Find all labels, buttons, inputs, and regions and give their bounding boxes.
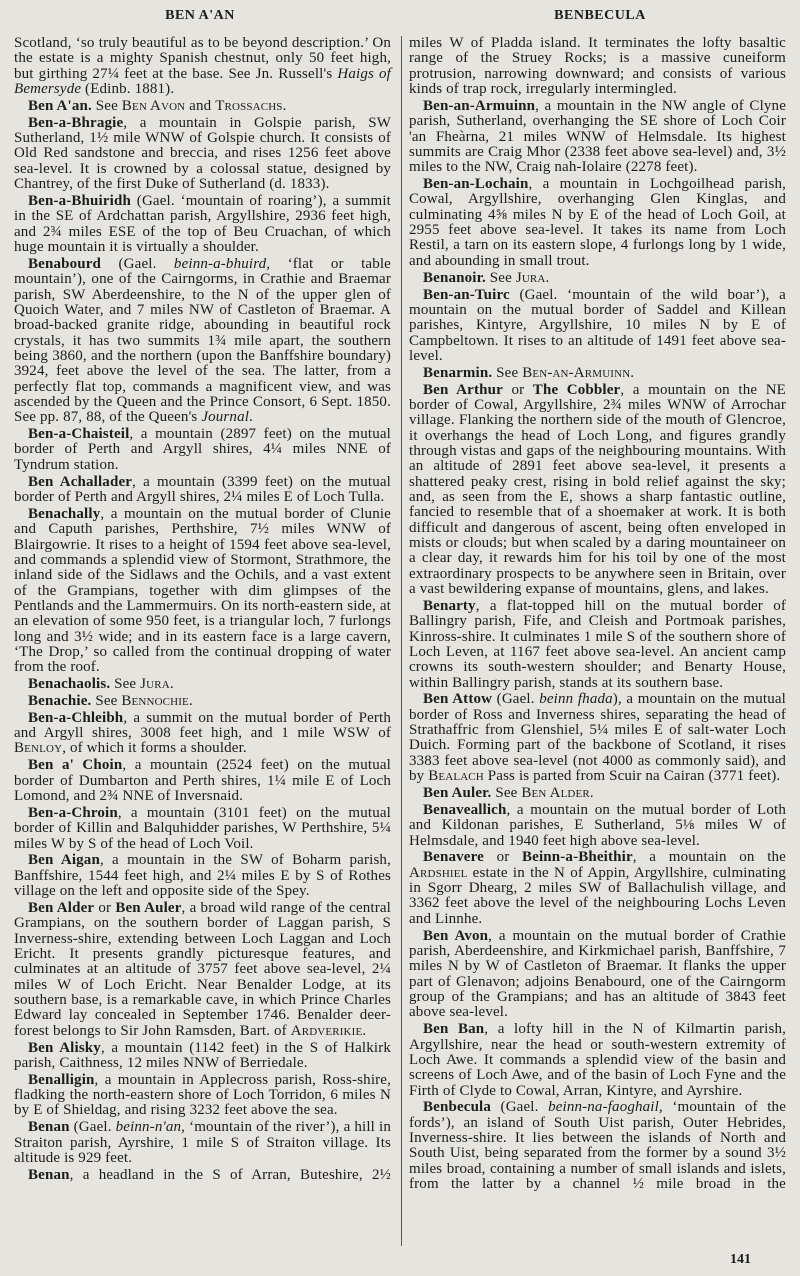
entry-text: . (362, 1022, 367, 1039)
entry-text: , a mountain (2524 feet) on the mutual border of Dumbarton and Perth shires, 1¼ mile E of Loch Lomond, and 2¾ NNE of Inversnaid. (14, 757, 391, 804)
entry-text: , a mountain in Applecross parish, Ross-shire, fladking the north-eastern shore of Loch Torridon, 6 miles N by E of Shieldag, and rising 3232 feet above the sea. (14, 1071, 391, 1119)
entry-text: , a mountain (3101 feet) on the mutual border of Killin and Balquhidder parishes, W Perthshire, 5¼ miles W by S of the head of Loch Voil. (14, 804, 391, 852)
entry-headword: Benachally (28, 505, 101, 522)
entry-headword: Ben Achallader (28, 473, 133, 490)
entry-headword: Benalligin (28, 1071, 95, 1088)
entry-headword: Ben-a-Chaisteil (28, 426, 130, 443)
entry-text: . (282, 97, 287, 114)
entry-text: See (91, 97, 122, 114)
gazetteer-entry (409, 288, 786, 365)
entry-headword: Ben-a-Chleibh (28, 709, 124, 726)
entry-text: . (545, 269, 550, 286)
entry-headword: Ben a' Choin (28, 757, 123, 774)
entry-headword: Ben Attow (423, 691, 493, 708)
entry-text: , a headland in the S of Arran, Buteshire, 2½ (69, 1166, 391, 1183)
gazetteer-entry (14, 677, 391, 692)
gazetteer-entry (14, 853, 391, 899)
entry-headword: Ben-a-Chroin (28, 804, 118, 821)
gazetteer-entry (14, 99, 391, 114)
entry-text: , a mountain (2897 feet) on the mutual border of Perth and Argyll shires, 4¼ miles NNE of Tyndrum station. (14, 426, 391, 473)
entry-headword: Ben-an-Armuinn (423, 97, 536, 114)
entry-text: (Gael. (491, 1099, 549, 1116)
entry-headword: Benarmin. (423, 364, 493, 381)
entry-text: . (589, 785, 594, 801)
gazetteer-entry (14, 901, 391, 1039)
gazetteer-entry (14, 194, 391, 255)
cross-reference: Ben Alder (521, 785, 590, 801)
entry-text: , a mountain on the mutual border of Loth and Kildonan parishes, E Sutherland, 5⅛ miles W of Helmsdale, and 1940 feet high above sea-level. (409, 801, 786, 849)
entry-text: miles W of Pladda island. It terminates the lofty basaltic range of the Struey Rocks; is a massive cuneiform protrusion, narrowing downward; and consists of various kinds of trap rock, irregularly intermingled. (409, 35, 786, 98)
entry-continuation (409, 36, 786, 97)
gazetteer-entry (409, 366, 786, 381)
entry-text: estate in the N of Appin, Argyllshire, culminating in Sgorr Dhearg, 2 miles SW of Ballachulish village, and 3362 feet above the level of the neighbouring Lochs Leven and Linnhe. (409, 864, 786, 927)
entry-text: or (483, 849, 523, 866)
italic-text: beinn-n'an, (115, 1119, 186, 1136)
left-column (14, 36, 391, 1185)
cross-reference: Bennochie (121, 692, 189, 709)
entry-text: , a mountain in the SW of Boharm parish, Banffshire, 1544 feet high, and 2¼ miles E by S of Rothes village on the left and opposite side of the Spey. (14, 852, 391, 900)
gazetteer-entry (409, 850, 786, 927)
gazetteer-entry (14, 806, 391, 852)
gazetteer-entry (14, 1041, 391, 1072)
gazetteer-entry (409, 803, 786, 849)
entry-text: See (491, 785, 522, 801)
entry-text: , a mountain in the NW angle of Clyne parish, Sutherland, overhanging the SE shore of Loch Coir 'an Fheàrna, 21 miles WNW of Helmsdale. Its highest summits are Craig Mhor (2338 feet above sea-level) and, 3½ miles to the NW, Craig nah-Iolaire (2278 feet). (409, 97, 786, 176)
entry-headword: Benabourd (28, 255, 102, 272)
column-divider (401, 36, 402, 1246)
entry-headword: The Cobbler (532, 381, 621, 398)
entry-text: , a broad wild range of the central Grampians, on the southern border of Laggan parish, S Inverness-shire, extending between Loch Laggan and Loch Ericht. It presents grandly picturesque features, and culminates at an altitude of 3757 feet above sea-level, 2¼ miles W of Loch Ericht. Near Benalder Lodge, at its southern base, is a remarkable cave, in which Prince Charles Edward lay concealed in September 1746. Benalder deer-forest belongs to Sir John Ramsden, Bart. of (14, 899, 392, 1039)
entry-headword: Ben Arthur (423, 381, 503, 398)
entry-text: ‘flat or table mountain’), one of the Cairngorms, in Crathie and Braemar parish, SW Aberdeenshire, to the N of the upper glen of Quoich Water, and 7 miles NW of Castleton of Braemar. A broad-backed granite ridge, abounding in beautiful rock crystals, it has two summits 1¾ mile apart, the southern being 3860, and the northern (upon the Banffshire boundary) 3924, feet above the level of the sea. The latter, from a perfectly flat top, commands a magnificent view, and was ascended by the Queen and the Prince Consort, 6 Sept. 1850. See pp. 87, 88, of the Queen's (14, 255, 391, 426)
right-column (409, 36, 786, 1194)
entry-text: , a mountain on the mutual border of Crathie parish, Aberdeenshire, and Kirkmichael parish, Banffshire, 7 miles N by W of Castleton of Braemar. It flanks the upper part of Glenavon; adjoins Benabourd, one of the Cairngorm group of the Grampians; and has an altitude of 3843 feet above sea-level. (409, 927, 786, 1021)
gazetteer-entry (409, 1022, 786, 1099)
entry-text: ), a mountain on the mutual border of Ross and Inverness shires, separating the head of Strathaffric from Glenshiel, 5¼ miles E of salt-water Loch Duich. Forming part of the backbone of Scotland, it rises 3383 feet above sea-level (not 4000 as commonly said), and by (409, 691, 786, 785)
cross-reference: Trossachs (215, 97, 283, 114)
entry-text: , a mountain in Lochgoilhead parish, Cowal, Argyllshire, overhanging Glen Kinglas, and culminating 4⅝ miles N by E of the head of Loch Goil, at 2955 feet above sea-level. It takes its name from Loch Restil, a tarn on its eastern slope, 4 furlongs long by 1 wide, and abounding in small trout. (409, 176, 786, 269)
gazetteer-entry (14, 475, 391, 506)
running-head-left: BEN A'AN (165, 8, 235, 23)
italic-text: Haigs of Bemersyde (14, 65, 391, 98)
entry-text: (Gael. (492, 691, 540, 708)
gazetteer-entry (14, 427, 391, 473)
entry-text: (Gael. ‘mountain of roaring’), a summit in the SE of Ardchattan parish, Argyllshire, 2936 feet high, and 2¾ miles ESE of the top of Beu Cruachan, of which huge mountain it is virtually a shoulder. (14, 192, 391, 255)
entry-text: (Edinb. 1881). (81, 81, 175, 98)
entry-text: Pass is parted from Scuir na Cairan (3771 feet). (483, 768, 781, 785)
cross-reference: Bealach (428, 768, 484, 785)
cross-reference: Ben-an-Armuinn (522, 364, 631, 381)
entry-headword: Benachaolis. (28, 676, 111, 693)
cross-reference: Jura (140, 676, 170, 693)
entry-text: (Gael. (101, 255, 174, 272)
gazetteer-entry (409, 1100, 786, 1192)
gazetteer-entry (409, 99, 786, 176)
entry-headword: Benachie. (28, 692, 92, 709)
entry-text: Scotland, ‘so truly beautiful as to be beyond description.’ On the estate is a mighty Spanish chestnut, only 50 feet high, but girthing 27¼ feet at the base. See Jn. Russell's (14, 35, 391, 82)
gazetteer-entry (14, 711, 391, 757)
gazetteer-entry (409, 929, 786, 1021)
entry-text: See (91, 692, 122, 709)
entry-headword: Ben Auler (115, 899, 182, 916)
entry-text: , a flat-topped hill on the mutual border of Ballingry parish, Fife, and Cleish and Portmoak parishes, Kinross-shire. It culminates 1 mile S of the southern shore of Loch Leven, at 1167 feet above sea-level. An ancient camp crowns its south-western shoulder; and Benarty House, within Ballingry parish, stands at its southern base. (409, 597, 786, 691)
italic-text: Journal (201, 409, 250, 426)
entry-text: See (110, 676, 141, 693)
entry-text: , a summit on the mutual border of Perth and Argyll shires, 3008 feet high, and 1 mile WSW of (14, 709, 391, 742)
entry-text: , a mountain on the (632, 849, 786, 866)
italic-text: beinn-a-bhuird, (173, 255, 271, 272)
gazetteer-entry (14, 116, 391, 193)
gazetteer-entry (14, 758, 391, 804)
entry-headword: Beinn-a-Bheithir (522, 849, 633, 866)
entry-text: . (630, 364, 635, 381)
entry-headword: Ben Alder (28, 899, 95, 916)
entry-text: See (485, 269, 516, 286)
cross-reference: Benloy (14, 740, 63, 757)
gazetteer-entry (409, 692, 786, 784)
entry-headword: Ben Ban (423, 1021, 485, 1038)
italic-text: beinn-na-faoghail, (548, 1099, 663, 1116)
entry-text: ‘mountain of the fords’), an island of South Uist parish, Outer Hebrides, Inverness-shire. It lies between the islands of North and South Uist, being separated from the former by a sound 3½ miles broad, containing a number of small islands and islets, from the latter by a channel ½ mile broad in the (409, 1099, 787, 1193)
entry-text: or (94, 899, 116, 916)
entry-text: , a mountain (3399 feet) on the mutual border of Perth and Argyll shires, 2¼ miles E of Loch Tulla. (14, 473, 391, 505)
gazetteer-entry (14, 507, 391, 676)
entry-headword: Ben Auler. (423, 785, 492, 801)
gazetteer-entry (409, 177, 786, 269)
entry-headword: Benbecula (423, 1099, 492, 1116)
entry-text: , a mountain on the NE border of Cowal, Argyllshire, 2¾ miles WNW of Arrochar village. Flanking the northern side of the mouth of Glencroe, it overhangs the head of Loch Long, and figures grandly through vistas and gaps of the neighbouring mountains. With an altitude of 2891 feet above sea-level, it presents a shattered peaky crest, rising in bold relief against the sky; and, as seen from the E, shows a sharp fantastic outline, fancied to resemble that of a shoemaker at work. It is both difficult and dangerous of ascent, being often enveloped in mists or clouds; but when scaled by a daring mountaineer on a clear day, it rewards him for his toil by one of the most extraordinary prospects to be anywhere seen in Britain, over a vast bewildering expanse of mountains, glens, and lakes. (409, 381, 786, 598)
gazetteer-entry (409, 383, 786, 598)
gazetteer-entry (14, 1073, 391, 1119)
entry-headword: Ben Aigan (28, 852, 100, 869)
entry-text: (Gael. (69, 1119, 116, 1136)
entry-headword: Ben Alisky (28, 1039, 101, 1056)
entry-text: , a mountain (1142 feet) in the S of Halkirk parish, Caithness, 12 miles NNW of Berriedale. (14, 1039, 391, 1071)
gazetteer-entry (409, 599, 786, 691)
entry-headword: Ben A'an. (28, 97, 92, 114)
cross-reference: Ben Avon (121, 97, 186, 114)
entry-headword: Benavere (423, 849, 484, 866)
entry-headword: Ben-an-Tuirc (423, 286, 510, 303)
page-number: 141 (730, 1252, 751, 1267)
entry-headword: Benanoir. (423, 269, 486, 286)
entry-text: . (249, 409, 253, 426)
entry-continuation (14, 36, 391, 97)
gazetteer-entry (14, 257, 391, 426)
italic-text: beinn fhada (539, 691, 613, 708)
entry-headword: Ben Avon (423, 927, 489, 944)
entry-text: See (492, 364, 523, 381)
entry-headword: Benan (28, 1119, 70, 1136)
gazetteer-entry (409, 786, 786, 801)
running-head-right: BENBECULA (554, 8, 646, 23)
gazetteer-entry (14, 694, 391, 709)
entry-text: . (169, 676, 174, 693)
entry-headword: Ben-a-Bhragie (28, 114, 124, 131)
entry-text: , a lofty hill in the N of Kilmartin parish, Argyllshire, near the head or south-western extremity of Loch Awe. It commands a splendid view of the basin and screens of Loch Awe, and of the basin of Loch Fyne and the Firth of Clyde to Cowal, Arran, Kintyre, and Ayrshire. (409, 1021, 786, 1099)
entry-headword: Ben-a-Bhuiridh (28, 192, 131, 209)
gazetteer-entry (14, 1120, 391, 1166)
entry-text: . (188, 692, 193, 709)
gazetteer-entry (14, 1168, 391, 1183)
entry-text: , a mountain in Golspie parish, SW Sutherland, 1½ mile WNW of Golspie church. It consists of Old Red sandstone and breccia, and rises 1256 feet above sea-level. It is crowned by a colossal statue, designed by Chantrey, of the first Duke of Sutherland (d. 1833). (14, 114, 391, 193)
entry-text: (Gael. ‘mountain of the wild boar’), a mountain on the mutual border of Saddel and Killean parishes, Kintyre, Argyllshire, 10 miles N by E of Campbeltown. It rises to an altitude of 1491 feet above sea-level. (409, 286, 786, 364)
entry-text: , a mountain on the mutual border of Clunie and Caputh parishes, Perthshire, 7½ miles WNW of Blairgowrie. It rises to a height of 1594 feet above sea-level, and commands a splendid view of Stormont, Strathmore, the inland side of the Sidlaws and the Ochils, and a vast extent of the Grampians, together with dim glimpses of the Pentlands and the Lammermuirs. On its north-eastern side, at an elevation of some 950 feet, is a triangular loch, 7 furlongs long and 3½ wide; and in its eastern face is a large cavern, ‘The Drop,’ so called from the continual dropping of water from the roof. (14, 505, 391, 676)
gazetteer-entry (409, 271, 786, 286)
cross-reference: Ardshiel (409, 864, 468, 881)
entry-headword: Benaveallich (423, 801, 507, 818)
cross-reference: Ardverikie (290, 1022, 363, 1039)
entry-headword: Ben-an-Lochain (423, 176, 529, 193)
entry-headword: Benan (28, 1166, 70, 1183)
entry-text: ‘mountain of the river’), a hill in Straiton parish, Ayrshire, 1 mile S of Straiton village. Its altitude is 929 feet. (14, 1119, 391, 1166)
entry-headword: Benarty (423, 597, 476, 614)
entry-text: and (185, 97, 216, 114)
entry-text: , of which it forms a shoulder. (62, 740, 247, 757)
entry-text: or (502, 381, 533, 398)
cross-reference: Jura (515, 269, 546, 286)
